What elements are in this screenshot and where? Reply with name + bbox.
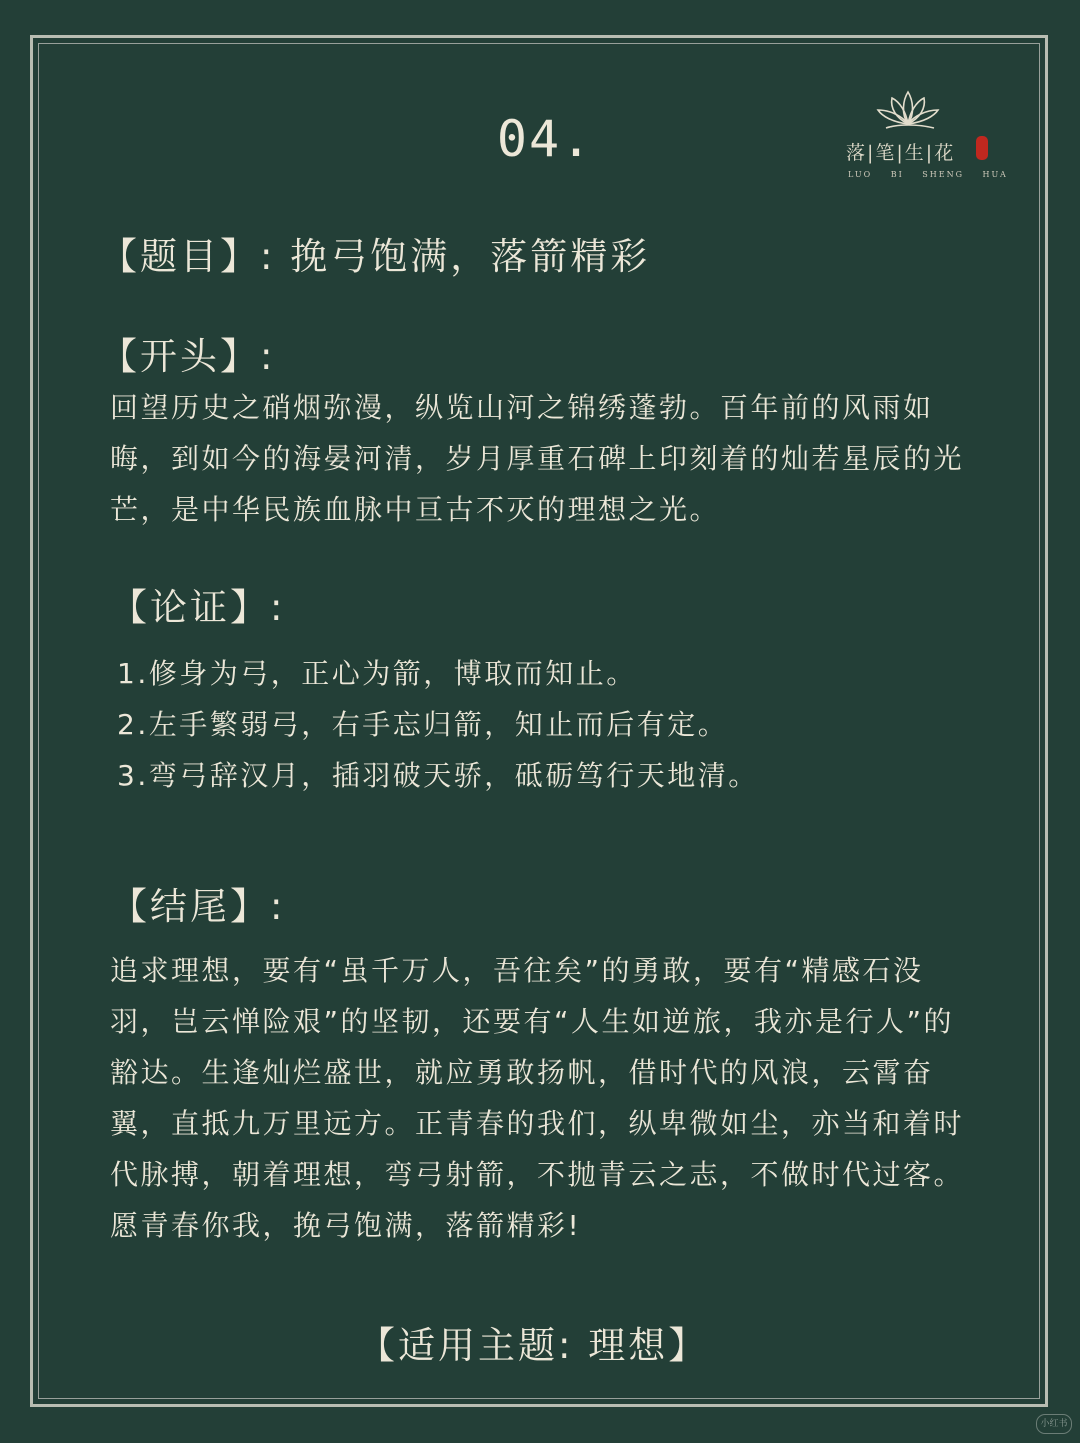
theme-label: 【适用主题: 理想】 (358, 1324, 709, 1367)
opening-paragraph: 回望历史之硝烟弥漫，纵览山河之锦绣蓬勃。百年前的风雨如晦，到如今的海晏河清，岁月厚重石碑上印刻着的灿若星辰的光芒，是中华民族血脉中亘古不灭的理想之光。 (110, 391, 965, 526)
argument-heading: 【论证】: (110, 586, 286, 629)
opening-heading: 【开头】: (100, 335, 276, 378)
argument-item-1: 1.修身为弓，正心为箭，博取而知止。 (117, 657, 637, 690)
page-number: 04. (496, 110, 594, 168)
logo-chinese-text: 落|笔|生|花 (846, 142, 956, 164)
title-heading: 【题目】: 挽弓饱满，落箭精彩 (100, 235, 651, 278)
argument-item-2: 2.左手繁弱弓，右手忘归箭，知止而后有定。 (117, 708, 729, 741)
brand-logo (846, 88, 1008, 184)
ending-paragraph: 追求理想，要有“虽千万人，吾往矣”的勇敢，要有“精感石没羽，岂云惮险艰”的坚韧，还要有“人生如逆旅，我亦是行人”的豁达。生逢灿烂盛世，就应勇敢扬帆，借时代的风浪，云霄奋翼，直抵九万里远方。正青春的我们，纵卑微如尘，亦当和着时代脉搏，朝着理想，弯弓射箭，不抛青云之志，不做时代过客。愿青春你我，挽弓饱满，落箭精彩! (110, 954, 965, 1242)
argument-item-3: 3.弯弓辞汉月，插羽破天骄，砥砺笃行天地清。 (117, 759, 759, 792)
watermark: 小红书 (1036, 1414, 1072, 1434)
lotus-icon (846, 88, 996, 132)
red-seal (976, 136, 988, 160)
logo-pinyin-text: LUO BI SHENG HUA (848, 170, 1008, 179)
ending-heading: 【结尾】: (110, 885, 286, 928)
